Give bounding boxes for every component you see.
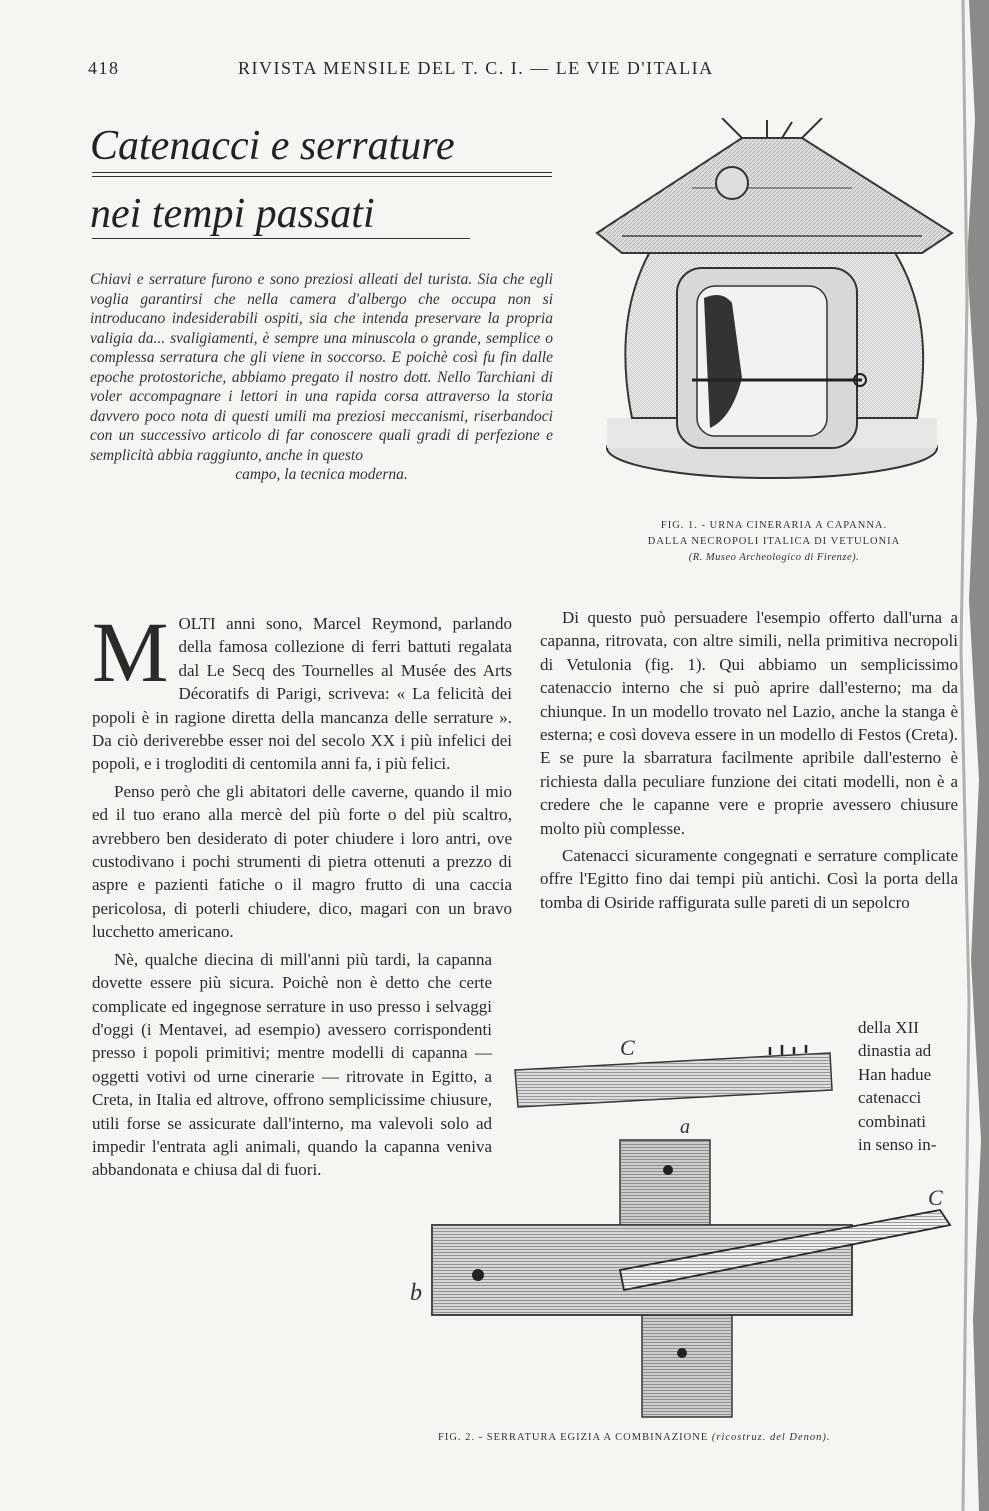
running-header [88,58,808,84]
fig2-label: b [410,1280,422,1306]
fig2-label: C [928,1185,943,1210]
wrap-line: catenacci [858,1088,922,1108]
torn-page-edge [955,0,989,1511]
paragraph: Di questo può persuadere l'esempio offerto dall'urna a capanna, ritrovata, con altre simili, nella primitiva necropoli di Vetulonia (fig. 1). Qui abbiamo un semplicissimo catenaccio interno che si può aprire dall'esterno; ma da chiunque. In un modello trovato nel Lazio, anche la stanga è esterna; e così doveva essere in un modello di Festos (Creta). E se pure la sbarratura facilmente apribile dall'esterno è richiesta dalla peculiare funzione dei citati modelli, non è a credere che le capanne vere e proprie avessero chiusure molto più complesse. [540,608,958,838]
paragraph: Catenacci sicuramente congegnati e serrature complicate offre l'Egitto fino dai tempi più antichi. Così la porta della tomba di Osiride raffigurata sulle pareti di un sepolcro [540,846,958,912]
fig2-caption [438,1432,958,1443]
wrap-line: Han hadue [858,1064,932,1084]
intro-text: Chiavi e serrature furono e sono preziosi alleati del turista. Sia che egli voglia garantirsi che nella camera d'albergo che occupa non si introducano indesiderabili ospiti, sia che intenda preservare la propria valigia da... svaligiamenti, è sempre una minuscola o grande, semplice o complessa serratura che gli viene in soccorso. E poichè così fu fin dalle epoche protostoriche, abbiamo pregato il nostro dott. Nello Tarchiani di voler accompagnare i lettori in una rapida corsa attraverso la storia davvero poco nota di questi umili ma preziosi meccanismi, riserbandoci con un successivo articolo di far conoscere quali gradi di perfezione e semplicità abbia raggiunto, anche in questo [90,271,553,464]
intro-last-line: campo, la tecnica moderna. [235,466,408,483]
right-column [540,606,958,914]
wrap-line: combinati [858,1111,926,1131]
article-intro [90,270,553,485]
fig1-caption [592,518,956,566]
running-title: RIVISTA MENSILE DEL T. C. I. — LE VIE D'ITALIA [238,58,714,78]
wrap-line: della XII [858,1018,919,1037]
paragraph-text: Nè, qualche diecina di mill'anni più tardi, la capanna dovette essere più sicura. Poichè non è detto che certe complicate ed ingegnose serrature in uso presso i selvaggi d'oggi (i Mentavei, ad esempio) avessero corrispondenti presso i popoli primitivi; mentre modelli di capanna — oggetti votivi od urne cinerarie — ritrovate in Egitto, a Creta, in Italia ed altrove, offrono semplicissime chiusure, utili forse se assicurate dall'interno, ma valevoli solo ad impedir l'entrata agli animali, quando la capanna veniva abbandonata e chiusa dal di fuori. [92,949,492,1180]
page-number: 418 [88,58,120,78]
wrap-line: dinastia ad [858,1041,932,1061]
title-rule [92,238,470,239]
title-rule [92,176,552,177]
paragraph [92,604,512,776]
article-title-line2: nei tempi passati [90,191,375,237]
fig1-caption-line1: FIG. 1. - URNA CINERARIA A CAPANNA. [660,520,888,531]
fig2-label: a [680,1116,690,1138]
fig2-caption-source: (ricostruz. del Denon). [711,1432,831,1443]
fig1-hut-urn-illustration [592,118,956,518]
paragraph-text: OLTI anni sono, Marcel Reymond, parlando della famosa collezione di ferri battuti regalata dal Le Secq des Tournelles al Musée des Arts Décoratifs di Parigi, scriveva: « La felicità dei popoli è in ragione diretta della mancanza delle serrature ». Da ciò deriverebbe esser noi del secolo XX i più infelici dei popoli, e i trogloditi di centomila anni fa, i più felici. [92,614,512,774]
fig2-caption-text: FIG. 2. - SERRATURA EGIZIA A COMBINAZIONE [438,1432,709,1443]
paragraph: Penso però che gli abitatori delle caverne, quando il mio ed il tuo erano alla mercè del più forte o del più scaltro, avrebbero ben desiderato di poter chiudere i loro antri, ove custodivano i pochi strumenti di pietra ottenuti a prezzo di aspre e pazienti fatiche o il magro frutto di una caccia pericolosa, di poterli chiudere, dico, magari con un bravo lucchetto americano. [92,781,512,942]
article-title-line1: Catenacci e serrature [90,123,455,169]
fig1-caption-source: (R. Museo Archeologico di Firenze). [688,552,860,563]
drop-cap: M [92,604,169,700]
wrap-line: in senso in- [858,1135,937,1155]
fig1-caption-line2: DALLA NECROPOLI ITALICA DI VETULONIA [647,536,901,547]
fig2-label: C [620,1035,635,1060]
fig2-egyptian-lock-illustration [410,1035,962,1435]
title-rule [92,172,552,173]
